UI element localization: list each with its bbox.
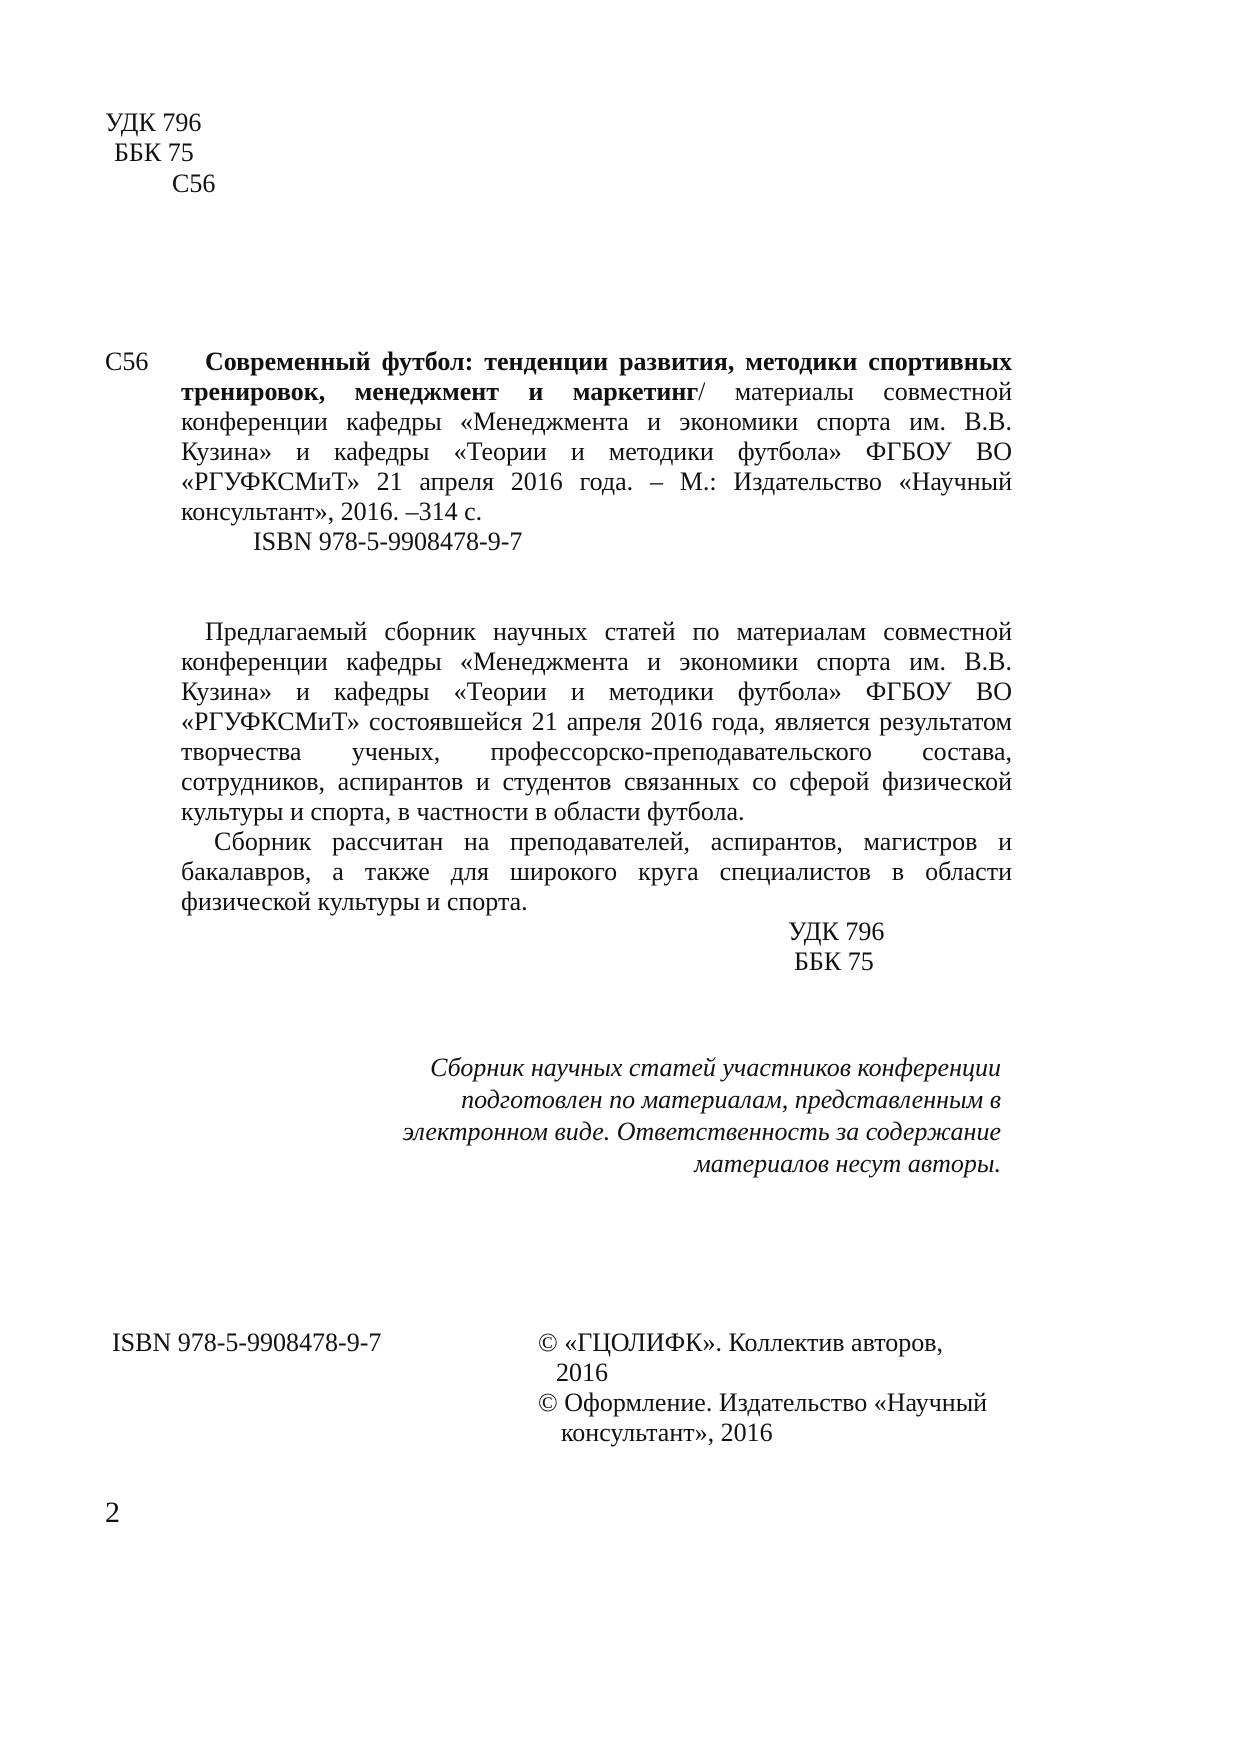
- bib-mark: С56: [105, 347, 149, 376]
- abstract-bbk: ББК 75: [794, 947, 874, 976]
- abstract-p1-line: конференции кафедры «Менеджмента и экономики спорта им. В.В.: [181, 647, 1012, 676]
- abstract-udk: УДК 796: [788, 917, 885, 946]
- abstract-p1-line: Кузина» и кафедры «Теории и методики футбола» ФГБОУ ВО: [181, 677, 1012, 706]
- bib-isbn: ISBN 978-5-9908478-9-7: [253, 527, 523, 556]
- copyright-authors-year: 2016: [556, 1358, 608, 1387]
- abstract-p1-line: сотрудников, аспирантов и студентов связанных со сферой физической: [181, 767, 1012, 796]
- abstract-p2-line: Сборник рассчитан на преподавателей, аспирантов, магистров и: [214, 827, 1012, 856]
- footer-isbn: ISBN 978-5-9908478-9-7: [112, 1328, 382, 1357]
- note-line: материалов несут авторы.: [694, 1149, 1001, 1178]
- copyright-authors: © «ГЦОЛИФК». Коллектив авторов,: [538, 1328, 943, 1357]
- abstract-p1-line: «РГУФКСМиТ» состоявшейся 21 апреля 2016 года, является результатом: [181, 707, 1012, 736]
- responsibility-note: [403, 1052, 1001, 1180]
- bib-line-5: «РГУФКСМиТ» 21 апреля 2016 года. – М.: Издательство «Научный: [181, 467, 1012, 496]
- bib-title-line-1: Современный футбол: тенденции развития, методики спортивных: [205, 347, 1012, 376]
- abstract-p1-line: культуры и спорта, в частности в области футбола.: [181, 797, 745, 826]
- copyright-design: © Оформление. Издательство «Научный: [538, 1388, 988, 1417]
- note-line: подготовлен по материалам, представленным в: [461, 1085, 1001, 1114]
- bib-title-line-2: тренировок, менеджмент и маркетинг: [181, 377, 699, 406]
- bib-line-4: Кузина» и кафедры «Теории и методики футбола» ФГБОУ ВО: [181, 437, 1012, 466]
- author-mark: С56: [172, 169, 216, 198]
- udk-code: УДК 796: [105, 108, 202, 137]
- bib-line-6: консультант», 2016. –314 с.: [181, 497, 483, 526]
- abstract-p2-line: бакалавров, а также для широкого круга специалистов в области: [181, 857, 1012, 886]
- note-line: Сборник научных статей участников конференции: [430, 1053, 1001, 1082]
- abstract-p1-line: творчества ученых, профессорско-преподавательского состава,: [181, 737, 1012, 766]
- note-line: электронном виде. Ответственность за содержание: [402, 1117, 1001, 1146]
- abstract-p1-line: Предлагаемый сборник научных статей по материалам совместной: [205, 617, 1012, 646]
- page-number: 2: [105, 1496, 120, 1529]
- bbk-code: ББК 75: [114, 138, 194, 167]
- abstract-p2-line: физической культуры и спорта.: [181, 887, 528, 916]
- copyright-design-cont: консультант», 2016: [561, 1418, 773, 1447]
- bib-line-3: конференции кафедры «Менеджмента и экономики спорта им. В.В.: [181, 407, 1012, 436]
- bib-line-2-rest: / материалы совместной: [698, 377, 1012, 406]
